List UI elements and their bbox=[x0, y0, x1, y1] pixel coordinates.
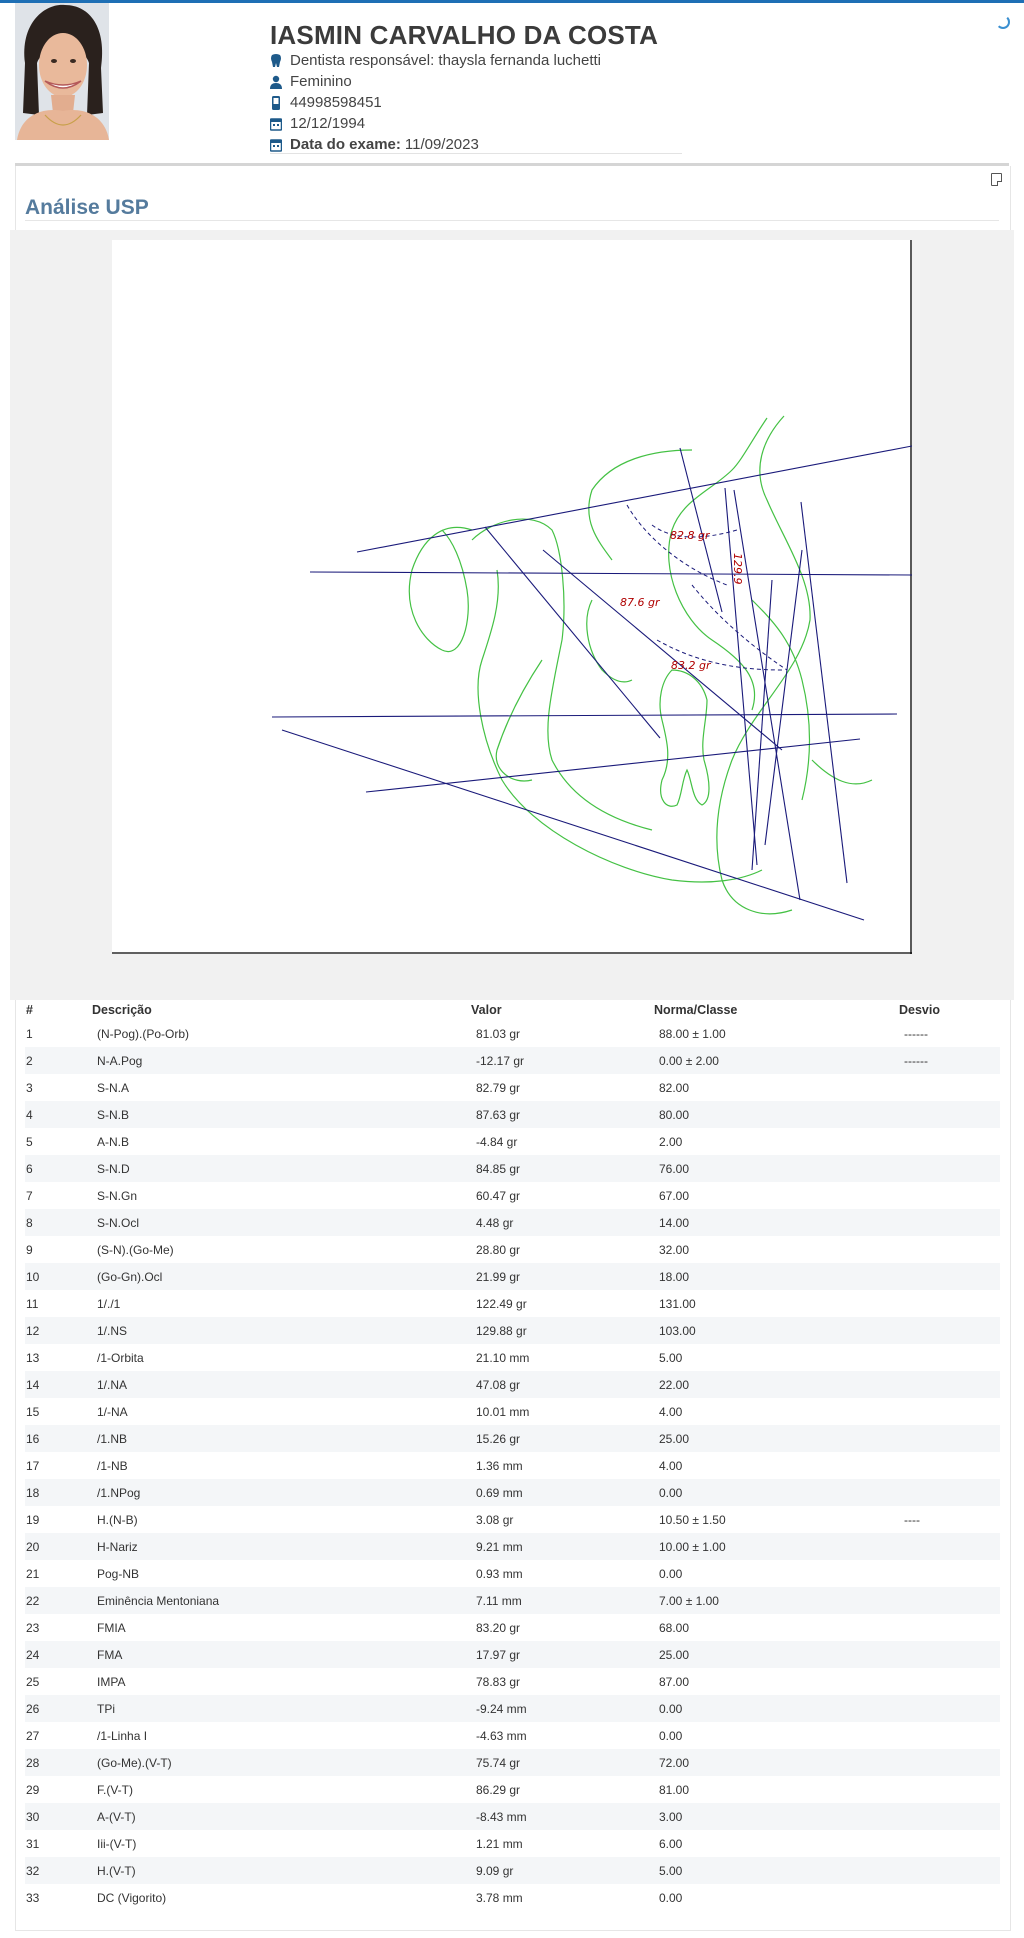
table-row bbox=[25, 1479, 1000, 1506]
cell-value: 1.21 mm bbox=[476, 1836, 523, 1851]
cell-deviation bbox=[899, 1830, 1000, 1857]
cell-number: 29 bbox=[26, 1782, 40, 1797]
table-row bbox=[25, 1317, 1000, 1344]
cell-norm: 81.00 bbox=[659, 1782, 690, 1797]
cell-norm: 80.00 bbox=[654, 1101, 899, 1128]
cell-value: 81.03 gr bbox=[476, 1026, 521, 1041]
table-row bbox=[25, 1668, 1000, 1695]
cell-deviation bbox=[899, 1587, 1000, 1614]
calendar-icon bbox=[270, 138, 282, 152]
cell-description: /1-Orbita bbox=[97, 1350, 144, 1365]
table-row bbox=[25, 1101, 1000, 1128]
cell-norm: 131.00 bbox=[659, 1296, 696, 1311]
cell-deviation bbox=[899, 1668, 1000, 1695]
cell-deviation bbox=[899, 1479, 1000, 1506]
cell-deviation bbox=[899, 1695, 1000, 1722]
cell-norm: 18.00 bbox=[654, 1263, 899, 1290]
cell-value: -12.17 gr bbox=[471, 1047, 654, 1074]
cell-value: 21.99 gr bbox=[471, 1263, 654, 1290]
cell-norm: 67.00 bbox=[659, 1188, 690, 1203]
cell-number: 15 bbox=[26, 1404, 40, 1419]
table-row bbox=[25, 1155, 1000, 1182]
cell-deviation bbox=[899, 1803, 1000, 1830]
cell-deviation bbox=[899, 1641, 1000, 1668]
angle-label: 82.8 gr bbox=[670, 529, 710, 542]
cell-description: F.(V-T) bbox=[97, 1782, 133, 1797]
table-row bbox=[25, 1290, 1000, 1317]
cell-description: (N-Pog).(Po-Orb) bbox=[97, 1026, 190, 1041]
panel-title: Análise USP bbox=[25, 196, 149, 219]
table-row bbox=[25, 1344, 1000, 1371]
gender-row bbox=[270, 71, 658, 92]
cell-value: 3.08 gr bbox=[476, 1512, 514, 1527]
col-header-description: Descrição bbox=[92, 1003, 152, 1017]
cell-description: Iii-(V-T) bbox=[97, 1836, 137, 1851]
cell-value: 3.78 mm bbox=[476, 1890, 523, 1905]
cell-deviation bbox=[899, 1425, 1000, 1452]
table-row bbox=[25, 1371, 1000, 1398]
cell-deviation bbox=[899, 1776, 1000, 1803]
cell-norm: 5.00 bbox=[659, 1350, 683, 1365]
birth-date-row bbox=[270, 113, 658, 134]
loading-spinner-icon bbox=[996, 15, 1010, 29]
cell-description: S-N.Gn bbox=[97, 1188, 138, 1203]
angle-label: 87.6 gr bbox=[620, 596, 660, 609]
cell-deviation bbox=[899, 1317, 1000, 1344]
cell-norm: 72.00 bbox=[654, 1749, 899, 1776]
cell-norm: 0.00 bbox=[659, 1728, 683, 1743]
cell-norm: 82.00 bbox=[659, 1080, 690, 1095]
table-row bbox=[25, 1641, 1000, 1668]
cell-value: 7.11 mm bbox=[471, 1587, 654, 1614]
cell-number: 11 bbox=[26, 1296, 39, 1311]
cell-value: 9.09 gr bbox=[471, 1857, 654, 1884]
table-row bbox=[25, 1182, 1000, 1209]
cell-value: 86.29 gr bbox=[476, 1782, 521, 1797]
cell-norm: 22.00 bbox=[654, 1371, 899, 1398]
cell-number: 13 bbox=[26, 1350, 40, 1365]
cell-description: S-N.D bbox=[92, 1155, 471, 1182]
cell-value: 60.47 gr bbox=[476, 1188, 521, 1203]
cell-value: 122.49 gr bbox=[476, 1296, 527, 1311]
table-row bbox=[25, 1614, 1000, 1641]
cell-value: 17.97 gr bbox=[471, 1641, 654, 1668]
dentist-text: Dentista responsável: thaysla fernanda luchetti bbox=[290, 52, 602, 69]
table-row bbox=[25, 1587, 1000, 1614]
patient-photo bbox=[15, 3, 109, 140]
cell-number: 20 bbox=[25, 1533, 92, 1560]
cell-value: 78.83 gr bbox=[476, 1674, 521, 1689]
table-row bbox=[25, 1857, 1000, 1884]
cell-value: 75.74 gr bbox=[471, 1749, 654, 1776]
cell-value: 87.63 gr bbox=[471, 1101, 654, 1128]
phone-text: 44998598451 bbox=[290, 94, 382, 111]
cell-number: 26 bbox=[25, 1695, 92, 1722]
cell-deviation bbox=[899, 1182, 1000, 1209]
cell-number: 32 bbox=[25, 1857, 92, 1884]
cell-value: 28.80 gr bbox=[476, 1242, 521, 1257]
cell-deviation: ---- bbox=[904, 1512, 920, 1527]
cell-description: S-N.B bbox=[92, 1101, 471, 1128]
cell-description: H.(N-B) bbox=[97, 1512, 138, 1527]
cell-number: 6 bbox=[25, 1155, 92, 1182]
cell-norm: 4.00 bbox=[659, 1458, 683, 1473]
table-row bbox=[25, 1722, 1000, 1749]
col-header-value: Valor bbox=[471, 1003, 502, 1017]
phone-icon bbox=[270, 96, 282, 110]
cell-description: Pog-NB bbox=[97, 1566, 140, 1581]
cell-description: S-N.A bbox=[97, 1080, 130, 1095]
cell-value: -8.43 mm bbox=[471, 1803, 654, 1830]
cell-description: DC (Vigorito) bbox=[97, 1890, 167, 1905]
cell-deviation bbox=[899, 1263, 1000, 1290]
cell-number: 5 bbox=[26, 1134, 33, 1149]
cell-number: 17 bbox=[26, 1458, 40, 1473]
cell-number: 27 bbox=[26, 1728, 40, 1743]
table-header-row bbox=[25, 1000, 1000, 1020]
cell-value: 10.01 mm bbox=[476, 1404, 530, 1419]
cell-value: -9.24 mm bbox=[471, 1695, 654, 1722]
cell-number: 30 bbox=[25, 1803, 92, 1830]
cell-deviation bbox=[899, 1533, 1000, 1560]
cell-norm: 0.00 ± 2.00 bbox=[654, 1047, 899, 1074]
cell-number: 23 bbox=[26, 1620, 40, 1635]
cell-value: 15.26 gr bbox=[471, 1425, 654, 1452]
col-header-norm: Norma/Classe bbox=[654, 1003, 738, 1017]
cell-deviation bbox=[899, 1614, 1000, 1641]
col-header-number: # bbox=[26, 1003, 33, 1017]
cell-value: 1.36 mm bbox=[476, 1458, 523, 1473]
cell-number: 1 bbox=[26, 1026, 33, 1041]
cell-number: 24 bbox=[25, 1641, 92, 1668]
cell-description: /1.NPog bbox=[92, 1479, 471, 1506]
cell-number: 33 bbox=[26, 1890, 40, 1905]
angle-label: 129.9 bbox=[731, 553, 744, 585]
table-row bbox=[25, 1047, 1000, 1074]
tooth-icon bbox=[270, 54, 282, 68]
cell-description: A-(V-T) bbox=[92, 1803, 471, 1830]
cell-description: IMPA bbox=[97, 1674, 126, 1689]
cell-deviation bbox=[899, 1209, 1000, 1236]
cell-norm: 4.00 bbox=[659, 1404, 683, 1419]
user-icon bbox=[270, 75, 282, 89]
cell-description: H.(V-T) bbox=[92, 1857, 471, 1884]
cell-deviation bbox=[899, 1884, 1000, 1911]
cell-number: 2 bbox=[25, 1047, 92, 1074]
cell-deviation bbox=[899, 1560, 1000, 1587]
cell-norm: 2.00 bbox=[659, 1134, 683, 1149]
cell-description: FMIA bbox=[97, 1620, 126, 1635]
gender-text: Feminino bbox=[290, 73, 352, 90]
exam-date-row bbox=[270, 134, 658, 155]
table-row bbox=[25, 1452, 1000, 1479]
cell-number: 19 bbox=[26, 1512, 40, 1527]
cell-deviation bbox=[899, 1236, 1000, 1263]
cell-description: /1-NB bbox=[97, 1458, 128, 1473]
table-row bbox=[25, 1533, 1000, 1560]
cell-norm: 0.00 bbox=[659, 1566, 683, 1581]
cell-deviation bbox=[899, 1128, 1000, 1155]
col-header-deviation: Desvio bbox=[899, 1003, 940, 1017]
cell-norm: 7.00 ± 1.00 bbox=[654, 1587, 899, 1614]
cell-number: 4 bbox=[25, 1101, 92, 1128]
cell-norm: 25.00 bbox=[654, 1425, 899, 1452]
cell-value: 82.79 gr bbox=[476, 1080, 521, 1095]
cell-description: N-A.Pog bbox=[92, 1047, 471, 1074]
cell-value: 83.20 gr bbox=[476, 1620, 521, 1635]
cell-description: /1.NB bbox=[92, 1425, 471, 1452]
cell-number: 16 bbox=[25, 1425, 92, 1452]
cell-deviation: ------ bbox=[904, 1026, 928, 1041]
note-icon[interactable] bbox=[991, 173, 1002, 186]
cell-norm: 10.00 ± 1.00 bbox=[654, 1533, 899, 1560]
cell-deviation bbox=[899, 1722, 1000, 1749]
top-accent-bar bbox=[0, 0, 1024, 3]
table-row bbox=[25, 1074, 1000, 1101]
cell-description: FMA bbox=[92, 1641, 471, 1668]
cell-norm: 5.00 bbox=[654, 1857, 899, 1884]
cell-norm: 0.00 bbox=[654, 1695, 899, 1722]
cell-description: 1/.NA bbox=[92, 1371, 471, 1398]
cell-deviation bbox=[899, 1344, 1000, 1371]
cell-norm: 68.00 bbox=[659, 1620, 690, 1635]
cell-description: (Go-Gn).Ocl bbox=[92, 1263, 471, 1290]
cell-description: 1/-NA bbox=[97, 1404, 128, 1419]
table-row bbox=[25, 1749, 1000, 1776]
cell-value: -4.84 gr bbox=[476, 1134, 518, 1149]
cell-description: (Go-Me).(V-T) bbox=[92, 1749, 471, 1776]
cell-norm: 10.50 ± 1.50 bbox=[659, 1512, 726, 1527]
cell-value: 0.69 mm bbox=[471, 1479, 654, 1506]
cell-description: TPi bbox=[92, 1695, 471, 1722]
table-row bbox=[25, 1506, 1000, 1533]
cell-norm: 103.00 bbox=[654, 1317, 899, 1344]
cell-deviation bbox=[899, 1074, 1000, 1101]
cell-value: 21.10 mm bbox=[476, 1350, 530, 1365]
cell-deviation bbox=[899, 1749, 1000, 1776]
cell-description: 1/.NS bbox=[92, 1317, 471, 1344]
cell-description: A-N.B bbox=[97, 1134, 130, 1149]
cell-value: 0.93 mm bbox=[476, 1566, 523, 1581]
birth-date-text: 12/12/1994 bbox=[290, 115, 366, 132]
cell-deviation: ------ bbox=[899, 1047, 1000, 1074]
cell-number: 14 bbox=[25, 1371, 92, 1398]
title-divider bbox=[25, 220, 999, 221]
cell-norm: 6.00 bbox=[659, 1836, 683, 1851]
analysis-table bbox=[25, 1000, 1000, 1911]
cell-deviation bbox=[899, 1857, 1000, 1884]
table-row bbox=[25, 1020, 1000, 1047]
cell-deviation bbox=[899, 1101, 1000, 1128]
table-row bbox=[25, 1560, 1000, 1587]
table-row bbox=[25, 1425, 1000, 1452]
cell-value: 9.21 mm bbox=[471, 1533, 654, 1560]
cell-description: S-N.Ocl bbox=[92, 1209, 471, 1236]
calendar-icon bbox=[270, 117, 282, 131]
cell-number: 7 bbox=[26, 1188, 33, 1203]
table-row bbox=[25, 1236, 1000, 1263]
exam-date-label: Data do exame: bbox=[290, 136, 401, 153]
cell-number: 28 bbox=[25, 1749, 92, 1776]
table-row bbox=[25, 1830, 1000, 1857]
cell-number: 21 bbox=[26, 1566, 40, 1581]
cell-norm: 87.00 bbox=[659, 1674, 690, 1689]
cell-value: 84.85 gr bbox=[471, 1155, 654, 1182]
cell-description: H-Nariz bbox=[92, 1533, 471, 1560]
table-row bbox=[25, 1695, 1000, 1722]
exam-date-text: 11/09/2023 bbox=[404, 136, 479, 153]
table-row bbox=[25, 1263, 1000, 1290]
cell-norm: 0.00 bbox=[654, 1479, 899, 1506]
table-row bbox=[25, 1398, 1000, 1425]
table-row bbox=[25, 1128, 1000, 1155]
angle-label: 83.2 gr bbox=[671, 659, 711, 672]
cell-value: 4.48 gr bbox=[471, 1209, 654, 1236]
cell-number: 9 bbox=[26, 1242, 33, 1257]
cell-description: (S-N).(Go-Me) bbox=[97, 1242, 174, 1257]
cell-deviation bbox=[899, 1290, 1000, 1317]
dentist-row bbox=[270, 50, 658, 71]
cell-value: -4.63 mm bbox=[476, 1728, 527, 1743]
cell-value: 47.08 gr bbox=[471, 1371, 654, 1398]
phone-row bbox=[270, 92, 658, 113]
cell-number: 3 bbox=[26, 1080, 33, 1095]
cell-number: 12 bbox=[25, 1317, 92, 1344]
cell-number: 8 bbox=[25, 1209, 92, 1236]
cell-deviation bbox=[899, 1398, 1000, 1425]
cell-number: 31 bbox=[26, 1836, 40, 1851]
table-row bbox=[25, 1884, 1000, 1911]
patient-name: IASMIN CARVALHO DA COSTA bbox=[270, 20, 659, 50]
info-divider bbox=[270, 153, 682, 154]
cell-norm: 3.00 bbox=[654, 1803, 899, 1830]
cell-norm: 88.00 ± 1.00 bbox=[659, 1026, 726, 1041]
cell-number: 25 bbox=[26, 1674, 40, 1689]
cell-deviation bbox=[899, 1371, 1000, 1398]
table-row bbox=[25, 1803, 1000, 1830]
cell-norm: 14.00 bbox=[654, 1209, 899, 1236]
cell-description: 1/./1 bbox=[97, 1296, 121, 1311]
patient-info bbox=[270, 20, 658, 155]
cell-norm: 76.00 bbox=[654, 1155, 899, 1182]
table-row bbox=[25, 1209, 1000, 1236]
cell-number: 10 bbox=[25, 1263, 92, 1290]
table-row bbox=[25, 1776, 1000, 1803]
cell-description: /1-Linha I bbox=[97, 1728, 148, 1743]
cell-value: 129.88 gr bbox=[471, 1317, 654, 1344]
cell-number: 18 bbox=[25, 1479, 92, 1506]
cell-deviation bbox=[899, 1452, 1000, 1479]
cell-number: 22 bbox=[25, 1587, 92, 1614]
cell-deviation bbox=[899, 1155, 1000, 1182]
cell-norm: 25.00 bbox=[654, 1641, 899, 1668]
cell-description: Eminência Mentoniana bbox=[92, 1587, 471, 1614]
cell-norm: 32.00 bbox=[659, 1242, 690, 1257]
cephalometric-tracing[interactable] bbox=[112, 240, 912, 954]
cell-norm: 0.00 bbox=[659, 1890, 683, 1905]
